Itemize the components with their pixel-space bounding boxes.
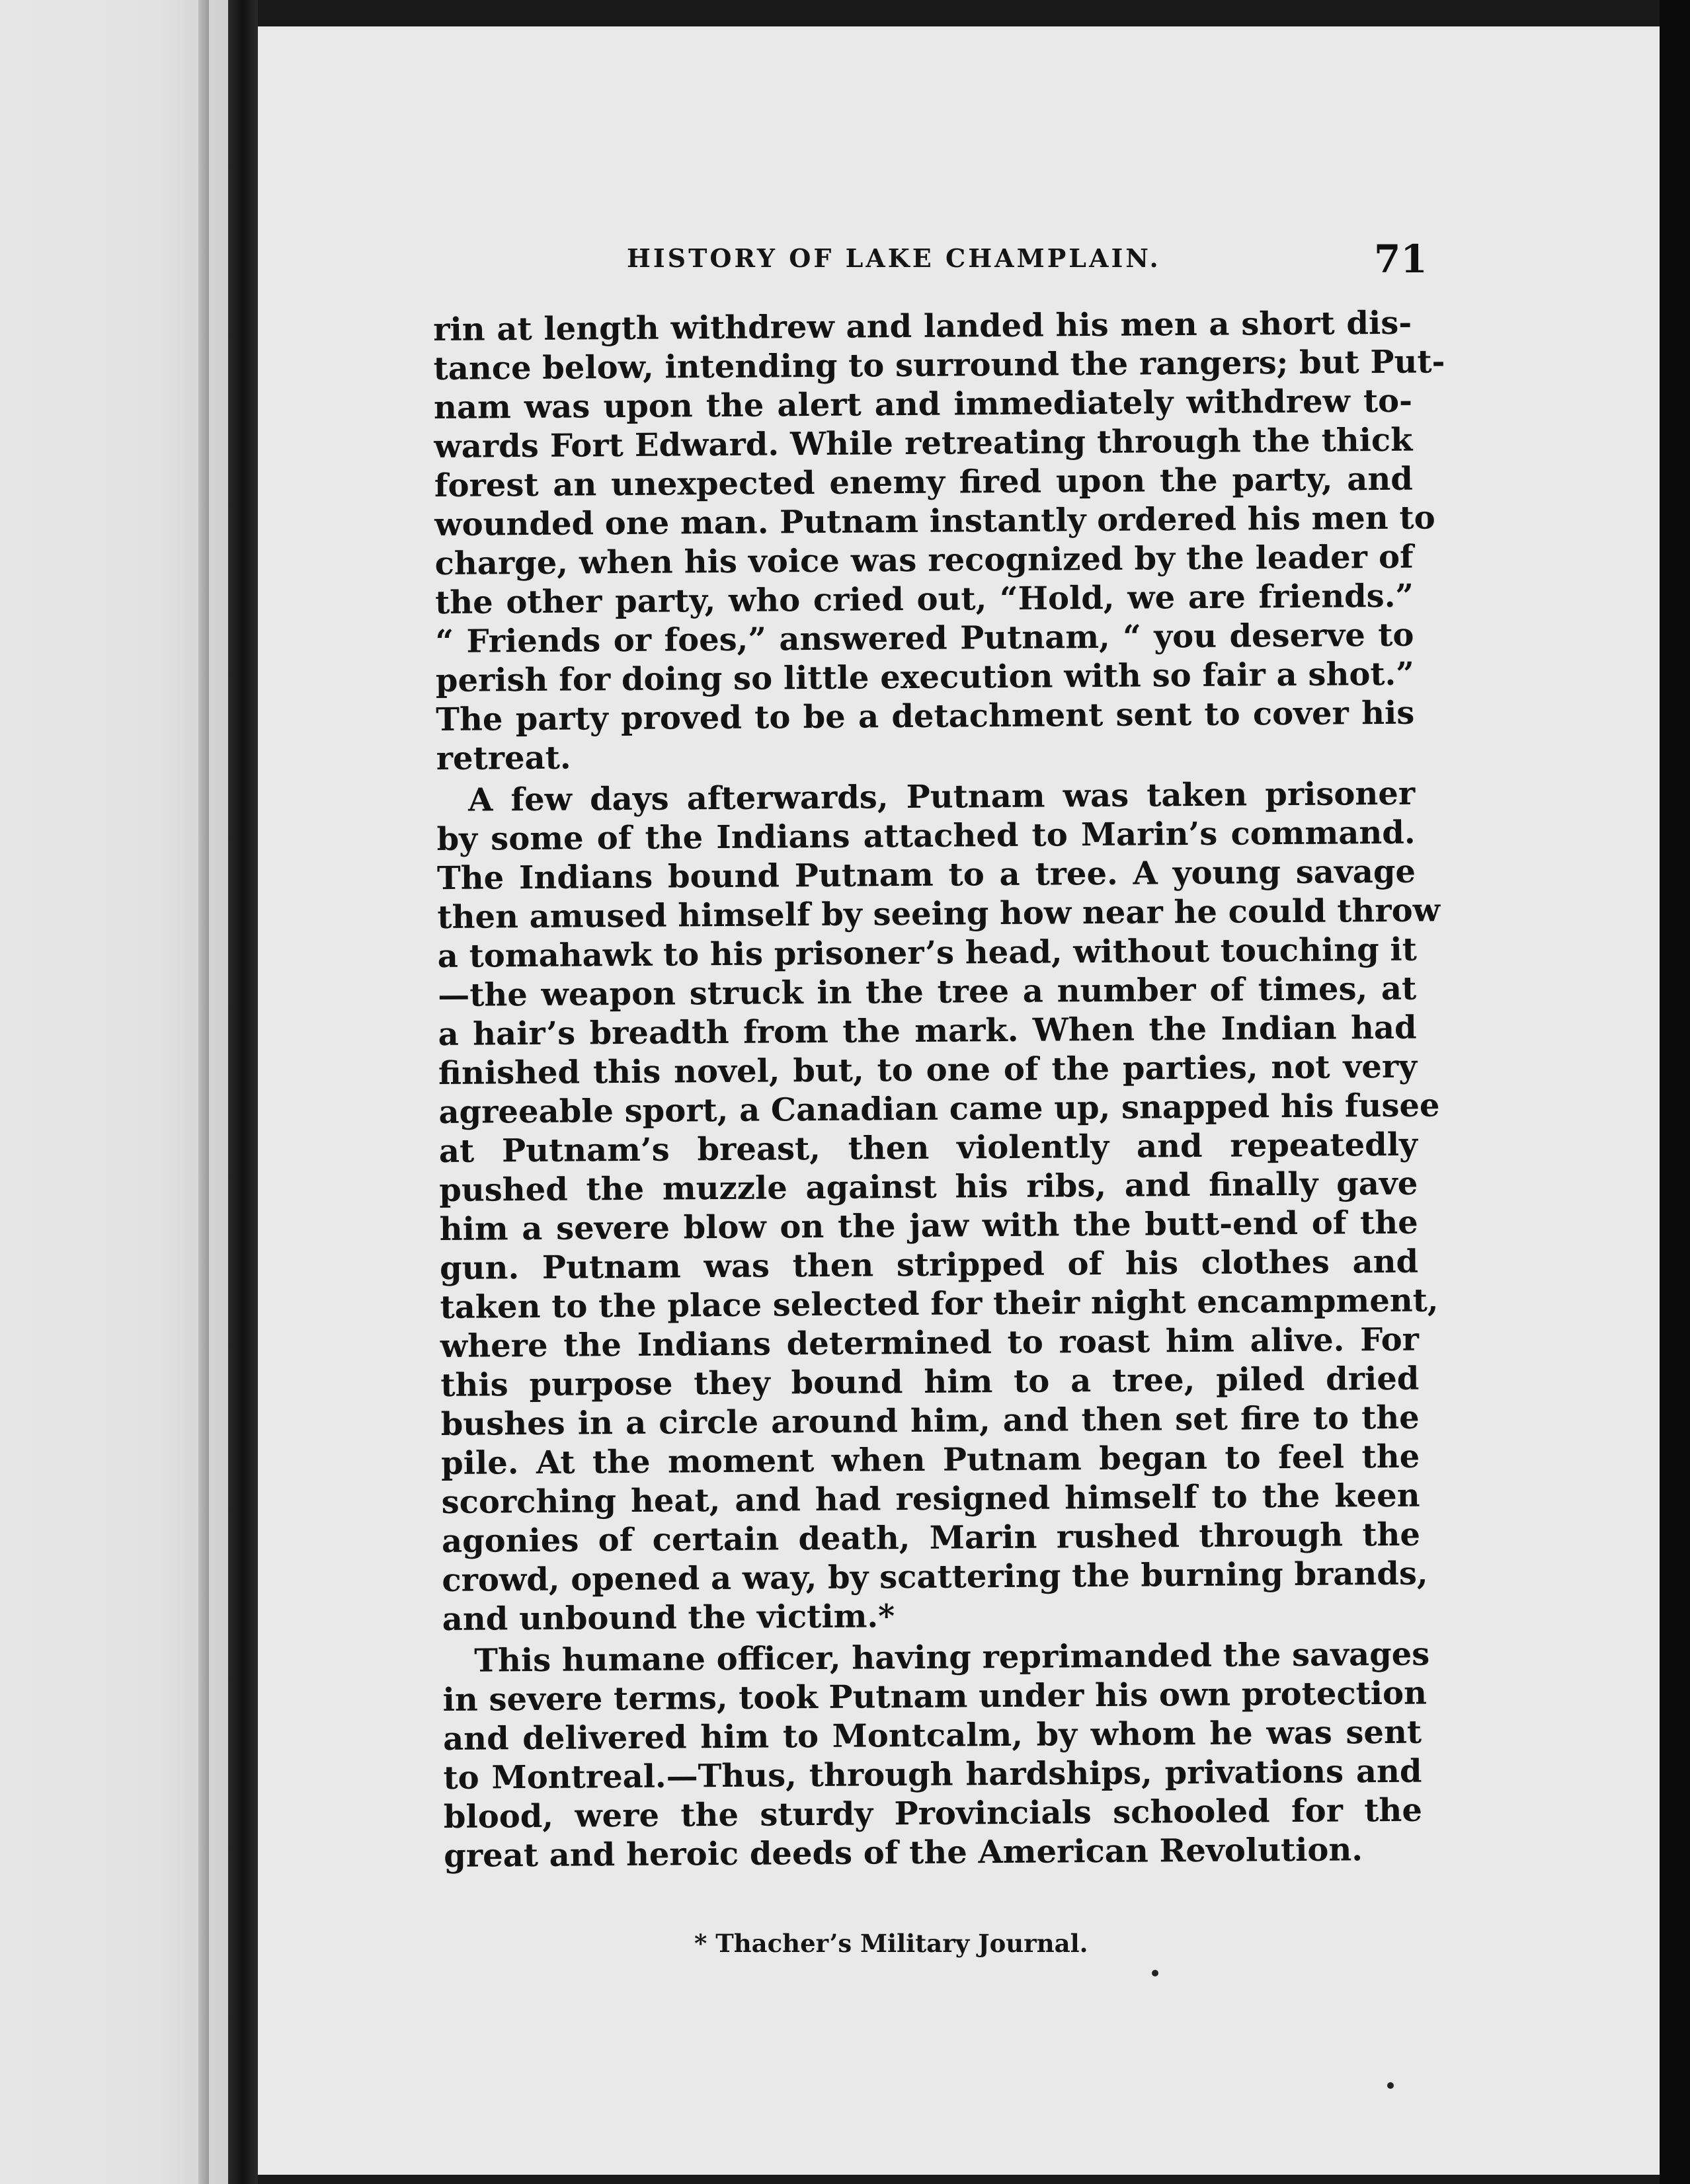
text-line: blood, were the sturdy Provincials schooled for the [443, 1791, 1423, 1836]
text-line: this purpose they bound him to a tree, piled dried [440, 1360, 1420, 1404]
footnote: * Thacher’s Military Journal. [694, 1929, 1088, 1958]
text-line: where the Indians determined to roast him alive. For [440, 1321, 1420, 1365]
text-line: pushed the muzzle against his ribs, and finally gave [439, 1165, 1418, 1209]
text-line: him a severe blow on the jaw with the butt-end of the [439, 1204, 1418, 1248]
text-line: The party proved to be a detachment sent to cover his [436, 694, 1415, 738]
page-edge-shadow [1660, 0, 1690, 2184]
text-line: forest an unexpected enemy fired upon the party, and [434, 460, 1414, 504]
facing-page-edge [198, 0, 209, 2184]
text-line: agreeable sport, a Canadian came up, snapped his fusee [438, 1087, 1440, 1131]
text-line: by some of the Indians attached to Marin’s command. [436, 814, 1416, 858]
text-line: —the weapon struck in the tree a number of times, at [438, 970, 1417, 1014]
ink-speck [1152, 1970, 1158, 1976]
text-line: perish for doing so little execution with so fair a shot.” [435, 655, 1415, 699]
text-line: finished this novel, but, to one of the parties, not very [438, 1048, 1418, 1092]
text-line: pile. At the moment when Putnam began to feel the [440, 1438, 1420, 1482]
running-head: HISTORY OF LAKE CHAMPLAIN. [627, 243, 1161, 273]
text-line: then amused himself by seeing how near he could throw [437, 892, 1441, 936]
text-line: tance below, intending to surround the rangers; but Put- [433, 343, 1445, 387]
facing-page-blank [0, 0, 228, 2184]
text-line: a hair’s breadth from the mark. When the Indian had [438, 1009, 1417, 1053]
text-line: taken to the place selected for their night encampment, [440, 1282, 1439, 1326]
text-line: The Indians bound Putnam to a tree. A young savage [436, 853, 1416, 897]
text-line: and unbound the victim.* [442, 1598, 895, 1638]
book-gutter [228, 0, 258, 2184]
text-line: great and heroic deeds of the American Revolution. [444, 1831, 1363, 1875]
text-line: to Montreal.—Thus, through hardships, privations and [443, 1752, 1422, 1797]
body-text [433, 304, 1445, 1876]
text-line: bushes in a circle around him, and then set fire to the [440, 1399, 1420, 1443]
text-line: A few days afterwards, Putnam was taken prisoner [467, 775, 1416, 819]
ink-speck [1387, 2082, 1394, 2089]
text-line: wounded one man. Putnam instantly ordered his men to [434, 499, 1435, 543]
text-line: and delivered him to Montcalm, by whom he was sent [442, 1713, 1422, 1758]
page-number: 71 [1374, 237, 1428, 282]
text-line: the other party, who cried out, “Hold, we are friends.” [434, 577, 1414, 621]
text-line: a tomahawk to his prisoner’s head, without touching it [437, 931, 1417, 975]
text-line: crowd, opened a way, by scattering the burning brands, [442, 1555, 1428, 1599]
text-line: scorching heat, and had resigned himself to the keen [441, 1477, 1420, 1521]
text-line: rin at length withdrew and landed his men a short dis- [433, 304, 1412, 348]
text-line: at Putnam’s breast, then violently and repeatedly [438, 1126, 1418, 1170]
text-line: in severe terms, took Putnam under his own protection [442, 1674, 1428, 1719]
text-line: “ Friends or foes,” answered Putnam, “ you deserve to [435, 616, 1414, 660]
text-line: wards Fort Edward. While retreating through the thick [434, 421, 1413, 465]
text-line: This humane officer, having reprimanded the savages [474, 1635, 1430, 1680]
text-line: nam was upon the alert and immediately withdrew to- [433, 382, 1413, 426]
text-line: retreat. [436, 739, 571, 777]
text-line: gun. Putnam was then stripped of his clothes and [439, 1243, 1419, 1287]
text-line: charge, when his voice was recognized by the leader of [434, 538, 1414, 582]
text-line: agonies of certain death, Marin rushed through the [441, 1516, 1421, 1560]
